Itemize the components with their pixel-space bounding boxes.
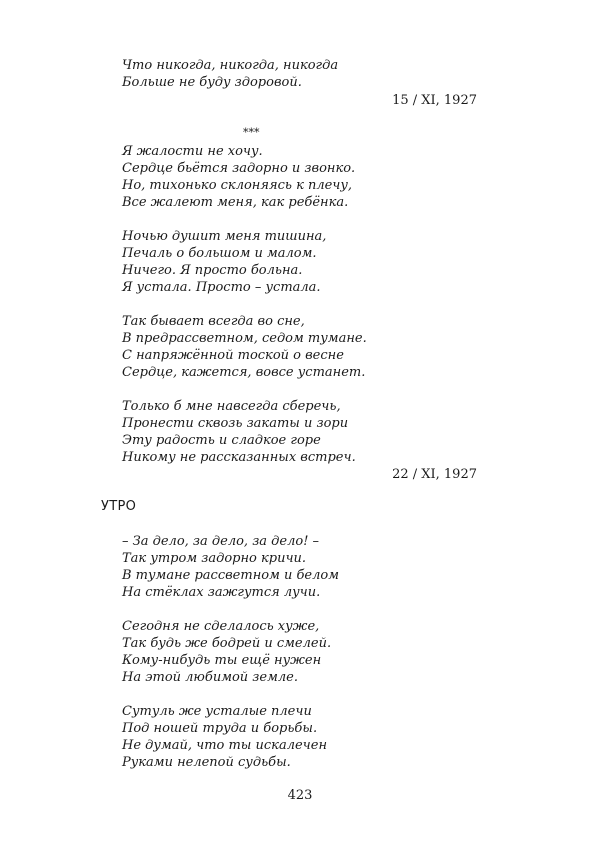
poem-line: С напряжённой тоской о весне bbox=[122, 348, 344, 363]
poem-line: Не думай, что ты искалечен bbox=[122, 738, 328, 753]
poem-line: Эту радость и сладкое горе bbox=[122, 433, 321, 448]
poem-line: – За дело, за дело, за дело! – bbox=[122, 534, 320, 549]
poem-line: Под ношей труда и борьбы. bbox=[122, 721, 318, 736]
poem-line: Но, тихонько склоняясь к плечу, bbox=[122, 178, 353, 193]
poem-line: В тумане рассветном и белом bbox=[122, 568, 340, 583]
poem-line: Сердце, кажется, вовсе устанет. bbox=[122, 365, 366, 380]
poem-line: Только б мне навсегда сберечь, bbox=[122, 399, 341, 414]
poem-line: Так утром задорно кричи. bbox=[122, 551, 307, 566]
poem-line: Сегодня не сделалось хуже, bbox=[122, 619, 320, 634]
poem-line: Все жалеют меня, как ребёнка. bbox=[122, 195, 349, 210]
poem-line: Больше не буду здоровой. bbox=[122, 75, 302, 90]
poem-separator: *** bbox=[243, 126, 260, 139]
poem-line: На стёклах зажгутся лучи. bbox=[122, 585, 321, 600]
poem-line: Я устала. Просто – устала. bbox=[122, 280, 321, 295]
poem-line: Так будь же бодрей и смелей. bbox=[122, 636, 332, 651]
page-number: 423 bbox=[287, 788, 313, 803]
poem-line: Так бывает всегда во сне, bbox=[122, 314, 305, 329]
poem-date: 15 / XI, 1927 bbox=[392, 93, 477, 108]
poem-line: На этой любимой земле. bbox=[122, 670, 298, 685]
poem-line: Руками нелепой судьбы. bbox=[122, 755, 291, 770]
poem-line: Кому-нибудь ты ещё нужен bbox=[122, 653, 322, 668]
poem-line: Пронести сквозь закаты и зори bbox=[122, 416, 349, 431]
poem-line: Я жалости не хочу. bbox=[122, 144, 263, 159]
poem-line: Печаль о большом и малом. bbox=[122, 246, 317, 261]
poem-title: УТРО bbox=[101, 499, 137, 514]
poem-line: Сутуль же усталые плечи bbox=[122, 704, 312, 719]
poem-line: Ничего. Я просто больна. bbox=[122, 263, 303, 278]
poem-line: В предрассветном, седом тумане. bbox=[122, 331, 367, 346]
poem-line: Сердце бьётся задорно и звонко. bbox=[122, 161, 356, 176]
poem-line: Ночью душит меня тишина, bbox=[122, 229, 327, 244]
poem-line: Что никогда, никогда, никогда bbox=[122, 58, 339, 73]
poem-date: 22 / XI, 1927 bbox=[392, 467, 477, 482]
poem-line: Никому не рассказанных встреч. bbox=[122, 450, 356, 465]
